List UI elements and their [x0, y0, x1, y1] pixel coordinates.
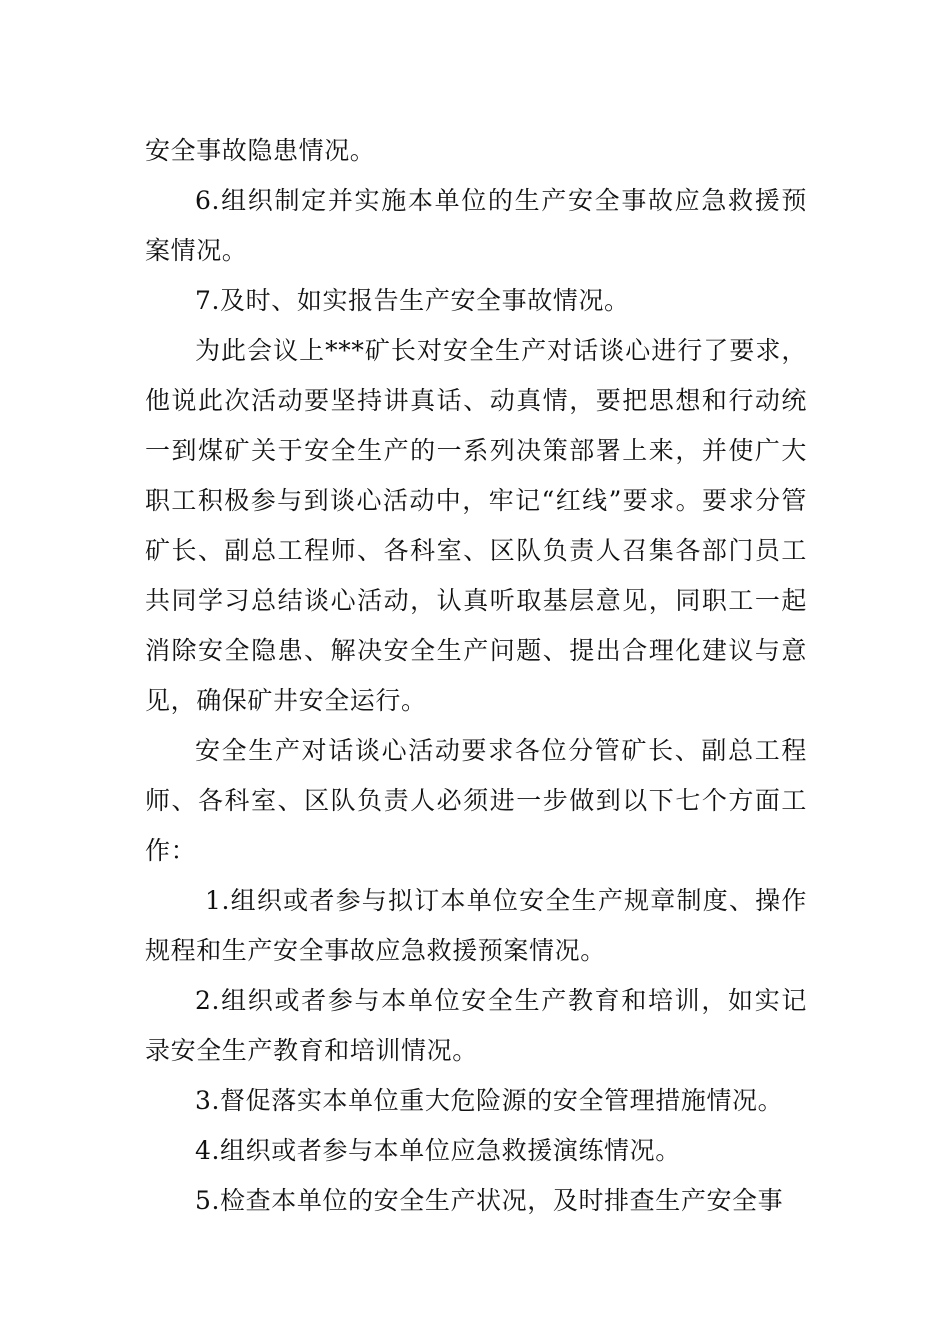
paragraph-item-6: 6.组织制定并实施本单位的生产安全事故应急救援预案情况。 — [145, 186, 807, 265]
paragraph-item-3: 3.督促落实本单位重大危险源的安全管理措施情况。 — [195, 1086, 784, 1115]
document-body — [145, 126, 807, 1226]
paragraph-activity-requirements: 安全生产对话谈心活动要求各位分管矿长、副总工程师、各科室、区队负责人必须进一步做到以下七个方面工作： — [145, 736, 807, 865]
paragraph-item-7: 7.及时、如实报告生产安全事故情况。 — [195, 286, 630, 315]
paragraph-item-5: 5.检查本单位的安全生产状况，及时排查生产安全事 — [195, 1186, 784, 1215]
paragraph-meeting-requirements: 为此会议上***矿长对安全生产对话谈心进行了要求，他说此次活动要坚持讲真话、动真情，要把思想和行动统一到煤矿关于安全生产的一系列决策部署上来，并使广大职工积极参与到谈心活动中，牢记“红线”要求。要求分管矿长、副总工程师、各科室、区队负责人召集各部门员工共同学习总结谈心活动，认真听取基层意见，同职工一起消除安全隐患、解决安全生产问题、提出合理化建议与意见，确保矿井安全运行。 — [145, 336, 807, 715]
paragraph-continuation: 安全事故隐患情况。 — [145, 136, 376, 165]
paragraph-item-4: 4.组织或者参与本单位应急救援演练情况。 — [195, 1136, 681, 1165]
paragraph-item-1: 1.组织或者参与拟订本单位安全生产规章制度、操作规程和生产安全事故应急救援预案情况。 — [145, 886, 807, 965]
paragraph-item-2: 2.组织或者参与本单位安全生产教育和培训，如实记录安全生产教育和培训情况。 — [145, 986, 807, 1065]
